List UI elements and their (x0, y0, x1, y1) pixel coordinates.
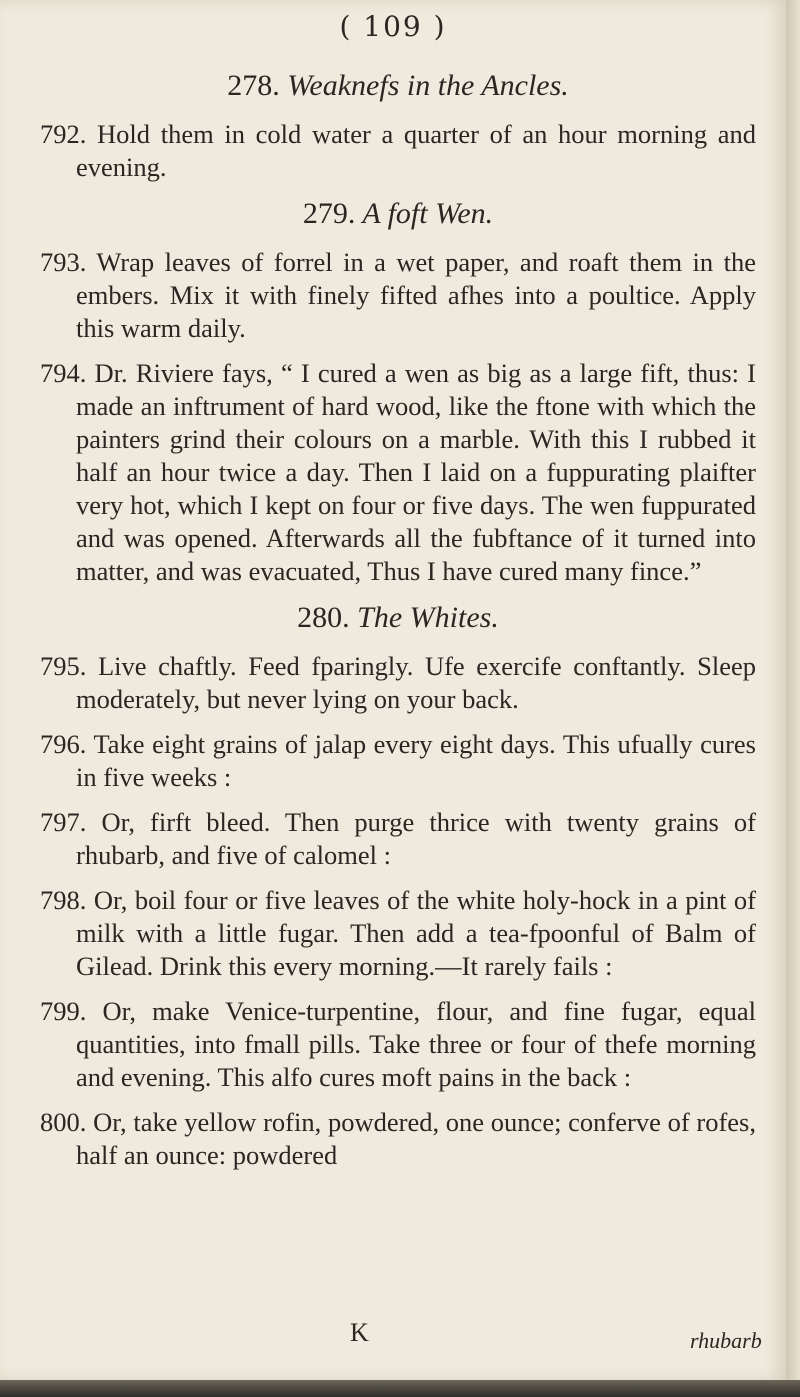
recipe-text: Wrap leaves of forrel in a wet paper, and roaft them in the embers. Mix it with finely fifted afhes into a poultice. Apply this warm daily. (76, 247, 756, 343)
recipe-paragraph (40, 806, 756, 872)
catchword: rhubarb (690, 1328, 762, 1353)
recipe-number: 793. (40, 247, 87, 277)
recipe-paragraph (40, 650, 756, 716)
recipe-text: Live chaftly. Feed fparingly. Ufe exercife conftantly. Sleep moderately, but never lying on your back. (76, 651, 757, 714)
section-number: 278. (227, 69, 280, 102)
recipe-text: Or, take yellow rofin, powdered, one ounce; conferve of rofes, half an ounce: powdered (76, 1107, 756, 1170)
recipe-text: Or, make Venice-turpentine, flour, and fine fugar, equal quantities, into fmall pills. Take three or four of thefe morning and evening. This alfo cures moft pains in the back : (76, 996, 756, 1092)
recipe-number: 792. (40, 119, 87, 149)
recipe-paragraph (40, 118, 756, 184)
recipe-number: 796. (40, 729, 87, 759)
recipe-paragraph (40, 246, 756, 345)
recipe-number: 794. (40, 358, 87, 388)
recipe-number: 799. (40, 996, 87, 1026)
section-number: 279. (302, 197, 356, 230)
section-title: A foft Wen. (362, 197, 494, 230)
recipe-number: 797. (40, 807, 87, 837)
recipe-paragraph (40, 357, 756, 588)
section-number: 280. (297, 601, 350, 634)
page-gutter (786, 0, 800, 1380)
section-title: The Whites. (357, 601, 499, 634)
section-heading (40, 196, 756, 232)
recipe-paragraph (40, 728, 756, 794)
recipe-number: 795. (40, 651, 87, 681)
recipe-number: 800. (40, 1107, 87, 1137)
recipe-number: 798. (40, 885, 87, 915)
page-bottom-edge (0, 1380, 800, 1397)
section-title: Weaknefs in the Ancles. (287, 69, 569, 102)
recipe-paragraph (40, 1106, 756, 1172)
recipe-text: Take eight grains of jalap every eight days. This ufually cures in five weeks : (76, 729, 756, 792)
recipe-text: Dr. Riviere fays, “ I cured a wen as big as a large fift, thus: I made an inftrument of hard wood, like the ftone with which the painters grind their colours on a marble. With this I rubbed it half an hour twice a day. Then I laid on a fuppurating plaifter very hot, which I kept on four or five days. The wen fuppurated and was opened. Afterwards all the fubftance of it turned into matter, and was evacuated, Thus I have cured many fince.” (76, 358, 756, 586)
recipe-paragraph (40, 884, 756, 983)
recipe-text: Or, firft bleed. Then purge thrice with twenty grains of rhubarb, and five of calomel : (76, 807, 757, 870)
section-heading (40, 68, 756, 104)
recipe-text: Or, boil four or five leaves of the white holy-hock in a pint of milk with a little fugar. Then add a tea-fpoonful of Balm of Gilead. Drink this every morning.—It rarely fails : (76, 885, 756, 981)
page-number: ( 109 ) (339, 10, 447, 43)
recipe-text: Hold them in cold water a quarter of an hour morning and evening. (76, 119, 757, 182)
section-heading (40, 600, 756, 636)
page-content (40, 62, 756, 1184)
signature-mark: K (350, 1318, 369, 1347)
recipe-paragraph (40, 995, 756, 1094)
